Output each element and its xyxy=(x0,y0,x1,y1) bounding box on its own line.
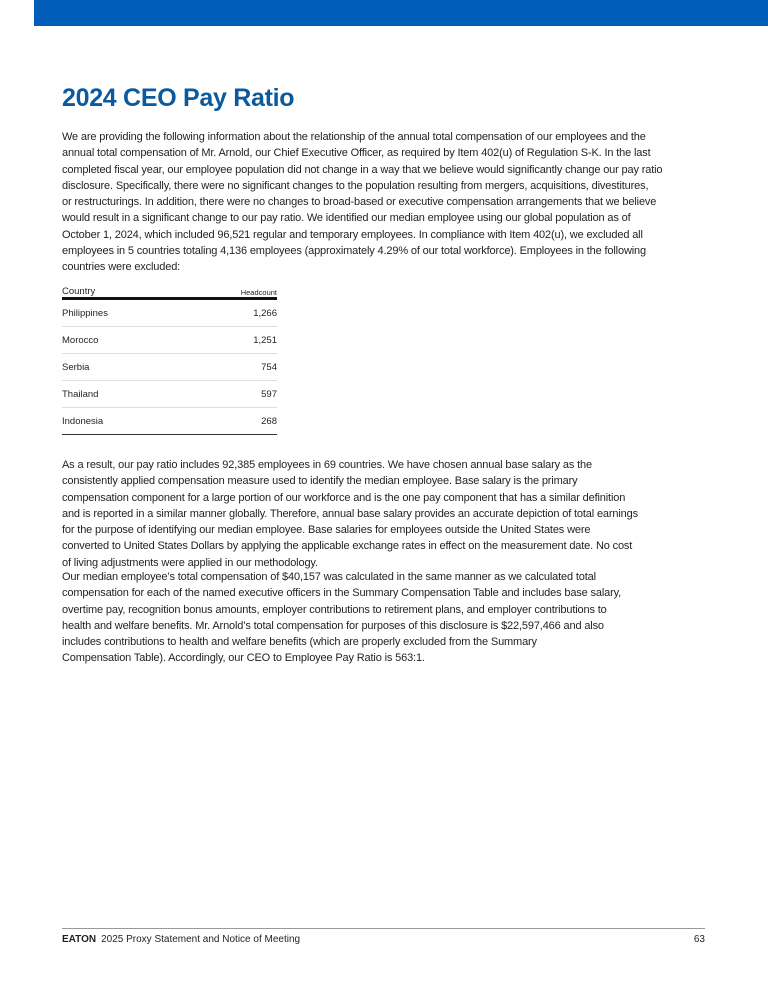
ratio-paragraph xyxy=(62,569,722,667)
country-cell: Morocco xyxy=(62,334,99,346)
table-row xyxy=(62,300,277,327)
footer xyxy=(62,934,705,945)
text-line: consistently applied compensation measure used to identify the median employee. Base salary is the primary xyxy=(62,475,578,488)
table-row xyxy=(62,381,277,408)
text-line: countries were excluded: xyxy=(62,261,181,274)
table-header xyxy=(62,278,277,300)
page-number: 63 xyxy=(693,934,705,945)
text-line: October 1, 2024, which included 96,521 regular and temporary employees. In compliance with Item 402(u), we excluded all xyxy=(62,228,643,241)
text-line: and is reported in a similar manner globally. Therefore, annual base salary provides an accurate depiction of total earnings xyxy=(62,507,638,520)
footer-divider xyxy=(62,928,705,929)
footer-brand-logo: EATON xyxy=(62,934,97,945)
text-line: or restructurings. In addition, there were no changes to broad-based or executive compensation arrangements that we believe xyxy=(62,196,657,209)
text-line: includes contributions to health and welfare benefits (which are properly excluded from the Summary xyxy=(62,636,537,649)
text-line: completed fiscal year, our employee population did not change in a way that we believe would significantly change our pay ratio xyxy=(62,163,663,176)
headcount-cell: 268 xyxy=(261,415,277,427)
country-cell: Indonesia xyxy=(62,415,104,427)
headcount-cell: 597 xyxy=(261,388,277,400)
text-line: for the purpose of identifying our median employee. Base salaries for employees outside the United States were xyxy=(62,524,591,537)
text-line: health and welfare benefits. Mr. Arnold’s total compensation for purposes of this disclosure is $22,597,466 and also xyxy=(62,619,604,632)
headcount-cell: 754 xyxy=(261,361,277,373)
text-line: Compensation Table). Accordingly, our CEO to Employee Pay Ratio is 563:1. xyxy=(62,652,425,665)
table-row xyxy=(62,327,277,354)
page-title: 2024 CEO Pay Ratio xyxy=(62,84,295,112)
country-cell: Serbia xyxy=(62,361,90,373)
excluded-countries-table xyxy=(62,278,277,435)
table-row xyxy=(62,354,277,381)
text-line: compensation component for a large portion of our workforce and is the one pay component that has a similar definition xyxy=(62,491,626,504)
text-line: disclosure. Specifically, there were no significant changes to the population resulting from mergers, acquisitions, divestitures, xyxy=(62,179,649,192)
text-line: annual total compensation of Mr. Arnold, our Chief Executive Officer, as required by Item 402(u) of Regulation S-K. In the last xyxy=(62,147,651,160)
headcount-cell: 1,251 xyxy=(253,334,277,346)
text-line: employees in 5 countries totaling 4,136 employees (approximately 4.29% of our total workforce). Employees in the following xyxy=(62,245,646,258)
text-line: compensation for each of the named executive officers in the Summary Compensation Table and includes base salary, xyxy=(62,587,622,600)
text-line: As a result, our pay ratio includes 92,385 employees in 69 countries. We have chosen annual base salary as the xyxy=(62,459,592,471)
text-line: We are providing the following information about the relationship of the annual total compensation of our employees and the xyxy=(62,131,646,143)
text-line: converted to United States Dollars by applying the applicable exchange rates in effect on the measurement date. No cost xyxy=(62,540,633,553)
header-country: Country xyxy=(62,286,96,297)
header-headcount: Headcount xyxy=(240,288,277,297)
methodology-paragraph xyxy=(62,457,722,571)
headcount-cell: 1,266 xyxy=(253,307,277,319)
footer-doc-title: 2025 Proxy Statement and Notice of Meeting xyxy=(101,934,301,945)
country-cell: Philippines xyxy=(62,307,108,319)
text-line: would result in a significant change to our pay ratio. We identified our median employee using our global population as of xyxy=(62,212,631,225)
table-row xyxy=(62,408,277,435)
text-line: Our median employee’s total compensation of $40,157 was calculated in the same manner as we calculated total xyxy=(62,571,596,583)
intro-paragraph xyxy=(62,129,722,276)
country-cell: Thailand xyxy=(62,388,99,400)
text-line: overtime pay, recognition bonus amounts, employer contributions to retirement plans, and employer contributions to xyxy=(62,603,607,616)
top-color-bar xyxy=(34,0,768,26)
text-line: of living adjustments were applied in our methodology. xyxy=(62,556,318,569)
